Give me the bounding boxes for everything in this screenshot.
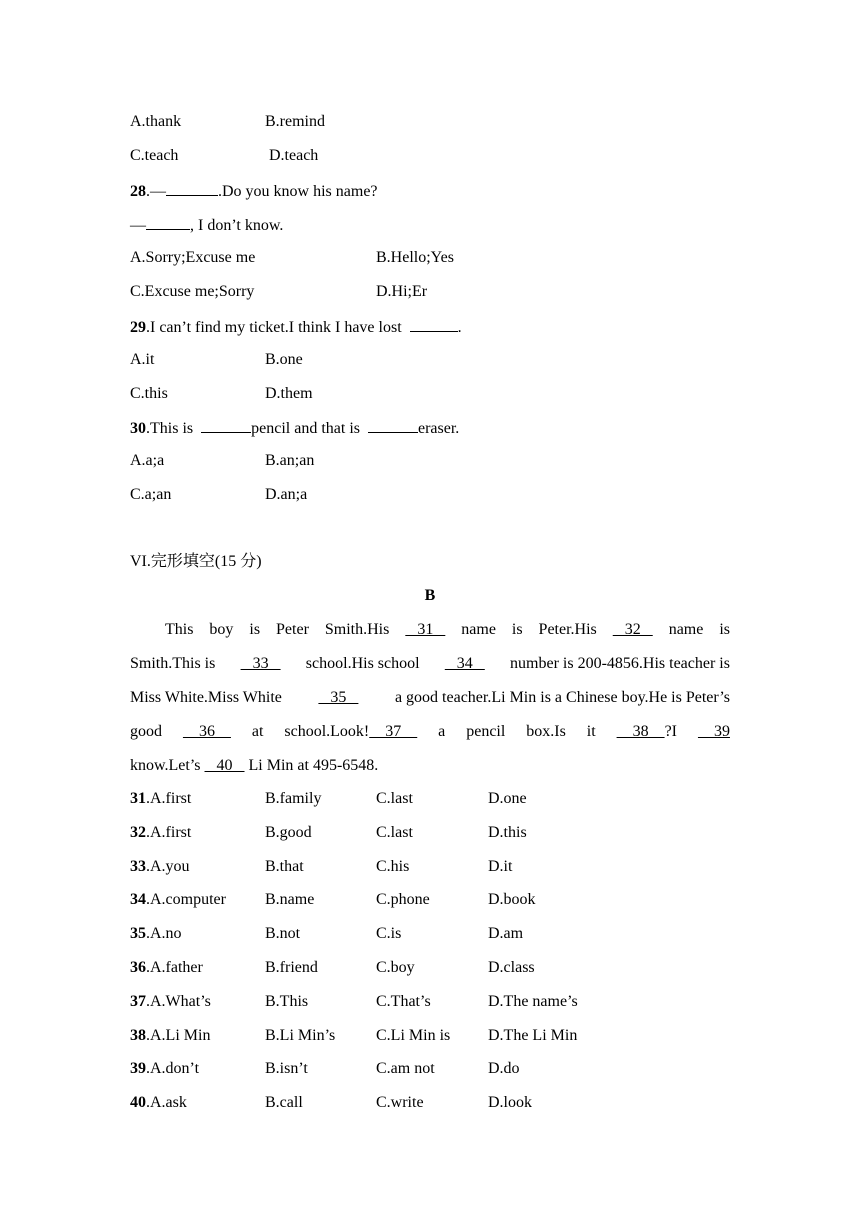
cloze-option-a: .A.ask [146,1094,187,1111]
cloze-option-b: B.not [265,925,301,942]
q27-option-d: D.teach [269,147,319,164]
cloze-option-c: C.That’s [376,993,431,1010]
cloze-option-a: .A.first [146,824,192,841]
cloze-number: 40 [130,1094,146,1111]
cloze-option-b: B.that [265,858,304,875]
q28-response [130,214,283,236]
q29-blank [410,316,458,332]
cloze-question-40 [130,1093,187,1113]
cloze-option-b: B.This [265,993,309,1010]
passage-word: good [130,723,162,740]
q30-stem-post: eraser. [417,420,460,437]
blank-31: 31 [405,621,446,638]
cloze-option-d: D.look [488,1094,532,1111]
q29-stem-post: . [457,319,462,336]
q29-number: 29 [130,319,146,336]
cloze-question-31 [130,789,191,809]
cloze-question-34 [130,890,226,910]
blank-32: 32 [612,621,653,638]
q27-option-c: C.teach [130,147,179,164]
passage-part-label: B [424,587,436,604]
passage-line-5 [130,756,378,776]
q30-option-a: A.a;a [130,452,165,469]
cloze-number: 34 [130,891,146,908]
q28-stem-post: .Do you know his name? [218,183,378,200]
cloze-question-36 [130,958,203,978]
q28-blank-1 [166,180,218,196]
passage-word: is [249,621,261,638]
q28-response-pre: — [130,217,146,234]
cloze-question-39 [130,1059,199,1079]
passage-word: is [719,621,730,638]
cloze-number: 36 [130,959,146,976]
cloze-option-a: .A.you [146,858,190,875]
q30-blank-1 [201,417,251,433]
q27-option-b: B.remind [265,113,325,130]
passage-word: is [511,621,523,638]
cloze-option-c: C.am not [376,1060,435,1077]
cloze-option-c: C.last [376,790,413,807]
q28-option-a: A.Sorry;Excuse me [130,249,256,266]
passage-word: Smith.His [324,621,390,638]
cloze-option-b: B.name [265,891,315,908]
cloze-number: 38 [130,1027,146,1044]
cloze-option-a: .A.father [146,959,203,976]
cloze-number: 37 [130,993,146,1010]
cloze-question-38 [130,1026,210,1046]
blank-34: 34 [444,655,485,672]
cloze-option-c: C.his [376,858,410,875]
q28-number: 28 [130,183,146,200]
cloze-question-33 [130,857,190,877]
q29-stem [130,316,462,338]
passage-text: Li Min at 495-6548. [244,757,379,774]
cloze-option-c: C.Li Min is [376,1027,451,1044]
blank-40: 40 [204,757,245,774]
cloze-number: 35 [130,925,146,942]
cloze-option-d: D.class [488,959,535,976]
q30-stem [130,417,459,439]
cloze-option-b: B.good [265,824,312,841]
q28-response-post: , I don’t know. [190,217,284,234]
cloze-option-a: .A.no [146,925,182,942]
cloze-option-d: D.one [488,790,527,807]
q28-option-d: D.Hi;Er [376,283,428,300]
passage-line-3 [130,688,730,708]
q30-option-c: C.a;an [130,486,172,503]
cloze-option-d: D.this [488,824,527,841]
q29-option-c: C.this [130,385,168,402]
cloze-option-d: D.am [488,925,524,942]
passage-word: a [438,723,446,740]
passage-text: know.Let’s [130,757,205,774]
cloze-option-c: C.is [376,925,402,942]
cloze-option-c: C.write [376,1094,424,1111]
passage-word: box.Is [526,723,566,740]
passage-word: at [251,723,264,740]
passage-word: name [461,621,496,638]
q28-option-b: B.Hello;Yes [376,249,454,266]
cloze-option-c: C.boy [376,959,415,976]
cloze-option-b: B.Li Min’s [265,1027,336,1044]
blank-36: 36 [182,723,231,740]
q28-stem-pre: .— [146,183,166,200]
cloze-question-37 [130,992,211,1012]
cloze-option-b: B.family [265,790,322,807]
passage-line-4 [130,722,730,742]
cloze-option-c: C.phone [376,891,430,908]
q30-number: 30 [130,420,146,437]
passage-word: Peter.His [538,621,597,638]
cloze-question-35 [130,924,182,944]
q28-option-c: C.Excuse me;Sorry [130,283,255,300]
cloze-option-d: D.The Li Min [488,1027,578,1044]
cloze-question-32 [130,823,191,843]
q29-stem-text: .I can’t find my ticket.I think I have lost [146,319,406,336]
cloze-number: 39 [130,1060,146,1077]
cloze-number: 32 [130,824,146,841]
q28-blank-2 [146,214,190,230]
q30-option-d: D.an;a [265,486,308,503]
passage-text: a good teacher.Li Min is a Chinese boy.He is Peter’s [394,689,730,706]
q30-stem-mid: pencil and that is [251,420,364,437]
passage-word: pencil [466,723,506,740]
cloze-option-a: .A.first [146,790,192,807]
blank-35: 35 [318,689,359,706]
passage-text: school.His school [305,655,420,672]
passage-line-1 [165,620,730,640]
passage-word: name [668,621,704,638]
blank-33: 33 [240,655,281,672]
cloze-option-b: B.friend [265,959,318,976]
q30-option-b: B.an;an [265,452,315,469]
section-title: VI.完形填空(15 分) [130,553,262,570]
passage-word: school.Look! [284,723,370,740]
q29-option-d: D.them [265,385,313,402]
cloze-option-d: D.The name’s [488,993,578,1010]
passage-text: Miss White.Miss White [130,689,282,706]
passage-text: number is 200-4856.His teacher is [510,655,730,672]
q30-blank-2 [368,417,418,433]
cloze-option-a: .A.What’s [146,993,211,1010]
cloze-option-a: .A.Li Min [146,1027,211,1044]
passage-word: ?I [664,723,678,740]
cloze-option-b: B.call [265,1094,303,1111]
cloze-option-d: D.do [488,1060,520,1077]
cloze-option-a: .A.computer [146,891,226,908]
cloze-option-b: B.isn’t [265,1060,308,1077]
blank-37: 37 [369,723,418,740]
passage-word: Peter [276,621,309,638]
passage-word: boy [209,621,234,638]
cloze-option-d: D.it [488,858,513,875]
q29-option-b: B.one [265,351,303,368]
cloze-option-a: .A.don’t [146,1060,200,1077]
passage-text: Smith.This is [130,655,216,672]
cloze-number: 33 [130,858,146,875]
cloze-option-d: D.book [488,891,536,908]
cloze-number: 31 [130,790,146,807]
q29-option-a: A.it [130,351,155,368]
blank-38: 38 [616,723,665,740]
passage-line-2 [130,654,730,674]
passage-word: it [586,723,596,740]
cloze-option-c: C.last [376,824,413,841]
passage-word: This [165,621,194,638]
q30-stem-pre: .This is [146,420,198,437]
blank-39: 39 [697,723,730,740]
q28-stem [130,180,378,202]
q27-option-a: A.thank [130,113,182,130]
